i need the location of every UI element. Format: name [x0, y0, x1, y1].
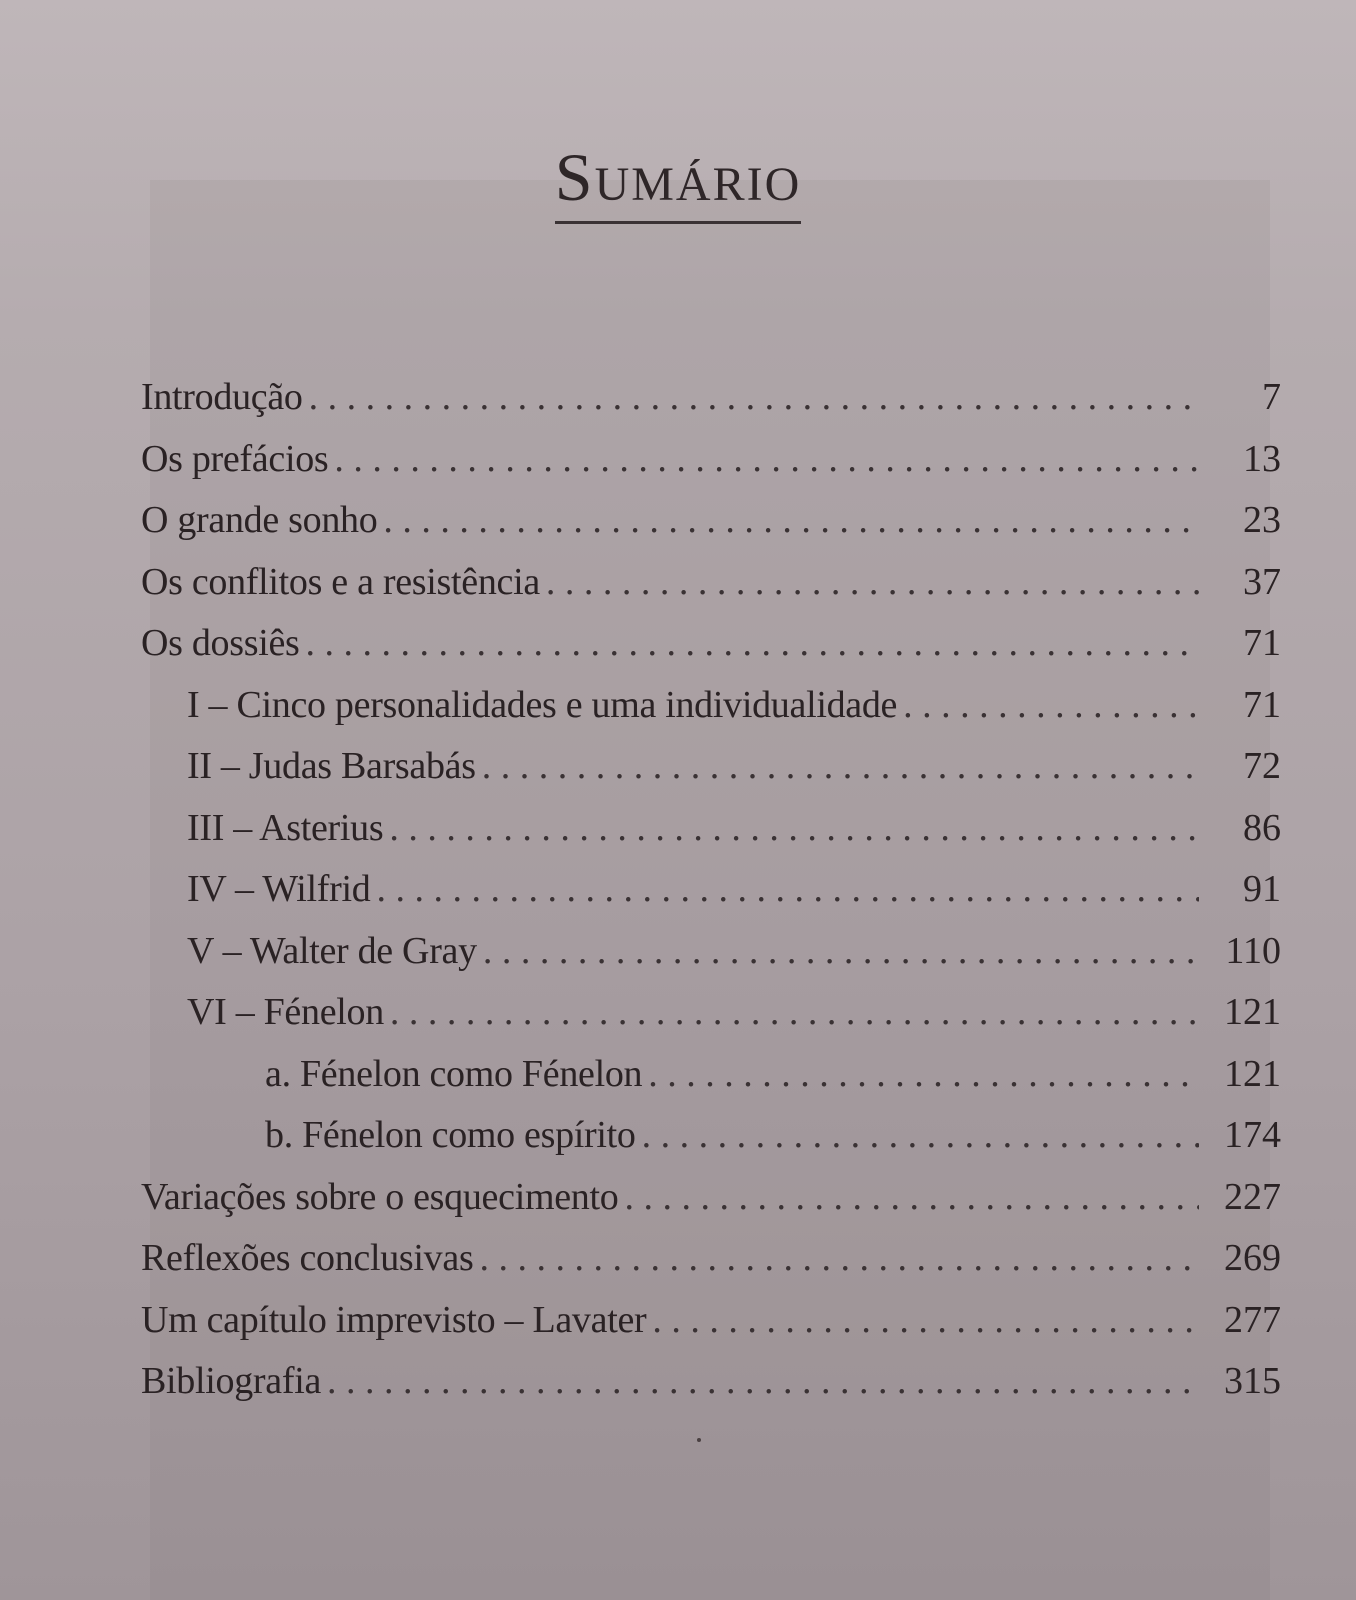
toc-entry-label: a. Fénelon como Fénelon	[265, 1052, 643, 1095]
dot-leader	[648, 1044, 1199, 1106]
toc-subentry[interactable]	[141, 798, 1281, 860]
toc-entry-page: 72	[1243, 745, 1281, 787]
toc-entry-page: 86	[1243, 806, 1281, 849]
toc-entry[interactable]	[141, 613, 1281, 675]
toc-subentry[interactable]	[141, 921, 1281, 983]
toc-entry-page: 315	[1224, 1360, 1281, 1402]
dot-leader	[309, 367, 1199, 429]
dot-leader	[389, 798, 1199, 860]
dot-leader	[624, 1167, 1199, 1229]
toc-entry-page: 91	[1243, 868, 1281, 910]
page-title	[0, 138, 1356, 224]
toc-entry-label: III – Asterius	[187, 806, 384, 849]
toc-entry-label: Os prefácios	[141, 437, 329, 480]
toc-entry[interactable]	[141, 1167, 1281, 1229]
toc-entry-label: Os conflitos e a resistência	[141, 560, 540, 603]
paper-speck	[697, 1438, 701, 1442]
toc-entry[interactable]	[141, 429, 1281, 491]
dot-leader	[383, 490, 1199, 552]
toc-entry-page: 71	[1243, 683, 1281, 726]
toc-entry-label: O grande sonho	[141, 499, 378, 541]
toc-entry[interactable]	[141, 552, 1281, 614]
toc-entry-label: I – Cinco personalidades e uma individualidade	[187, 683, 898, 726]
toc-entry-label: Bibliografia	[141, 1360, 322, 1402]
toc-entry-label: V – Walter de Gray	[187, 929, 477, 972]
toc-entry-page: 174	[1224, 1114, 1281, 1156]
toc-entry-page: 121	[1224, 1052, 1281, 1095]
toc-entry-page: 71	[1243, 622, 1281, 664]
toc-entry[interactable]	[141, 367, 1281, 429]
toc-entry-label: IV – Wilfrid	[187, 868, 371, 910]
dot-leader	[546, 552, 1199, 614]
toc-subentry[interactable]	[141, 982, 1281, 1044]
toc-entry-page: 23	[1243, 499, 1281, 541]
table-of-contents	[141, 367, 1281, 1413]
toc-subsubentry[interactable]	[141, 1105, 1281, 1167]
toc-entry[interactable]	[141, 1290, 1281, 1352]
dot-leader	[376, 859, 1199, 921]
toc-subentry[interactable]	[141, 736, 1281, 798]
toc-entry-label: Variações sobre o esquecimento	[141, 1175, 619, 1218]
toc-entry[interactable]	[141, 1351, 1281, 1413]
page-title-text: Sumário	[555, 138, 802, 224]
toc-entry-page: 37	[1243, 560, 1281, 603]
toc-entry-label: Os dossiês	[141, 622, 300, 664]
toc-entry-page: 13	[1243, 437, 1281, 480]
toc-entry-page: 277	[1224, 1298, 1281, 1341]
dot-leader	[306, 613, 1199, 675]
dot-leader	[652, 1290, 1199, 1352]
toc-entry-page: 121	[1224, 991, 1281, 1033]
dot-leader	[642, 1105, 1199, 1167]
toc-entry-label: Reflexões conclusivas	[141, 1237, 474, 1279]
toc-entry-page: 7	[1262, 376, 1281, 418]
toc-entry-page: 227	[1224, 1175, 1281, 1218]
toc-entry-label: VI – Fénelon	[187, 991, 384, 1033]
toc-subsubentry[interactable]	[141, 1044, 1281, 1106]
toc-subentry[interactable]	[141, 859, 1281, 921]
dot-leader	[903, 675, 1199, 737]
dot-leader	[479, 1228, 1199, 1290]
toc-entry[interactable]	[141, 490, 1281, 552]
toc-entry-label: b. Fénelon como espírito	[265, 1114, 636, 1156]
toc-entry-label: Um capítulo imprevisto – Lavater	[141, 1298, 647, 1341]
toc-entry-page: 269	[1224, 1237, 1281, 1279]
dot-leader	[327, 1351, 1199, 1413]
toc-entry-label: Introdução	[141, 376, 303, 418]
toc-subentry[interactable]	[141, 675, 1281, 737]
dot-leader	[334, 429, 1199, 491]
toc-entry-page: 110	[1225, 929, 1281, 972]
dot-leader	[390, 982, 1199, 1044]
toc-entry[interactable]	[141, 1228, 1281, 1290]
dot-leader	[482, 736, 1199, 798]
toc-entry-label: II – Judas Barsabás	[187, 745, 476, 787]
dot-leader	[483, 921, 1199, 983]
